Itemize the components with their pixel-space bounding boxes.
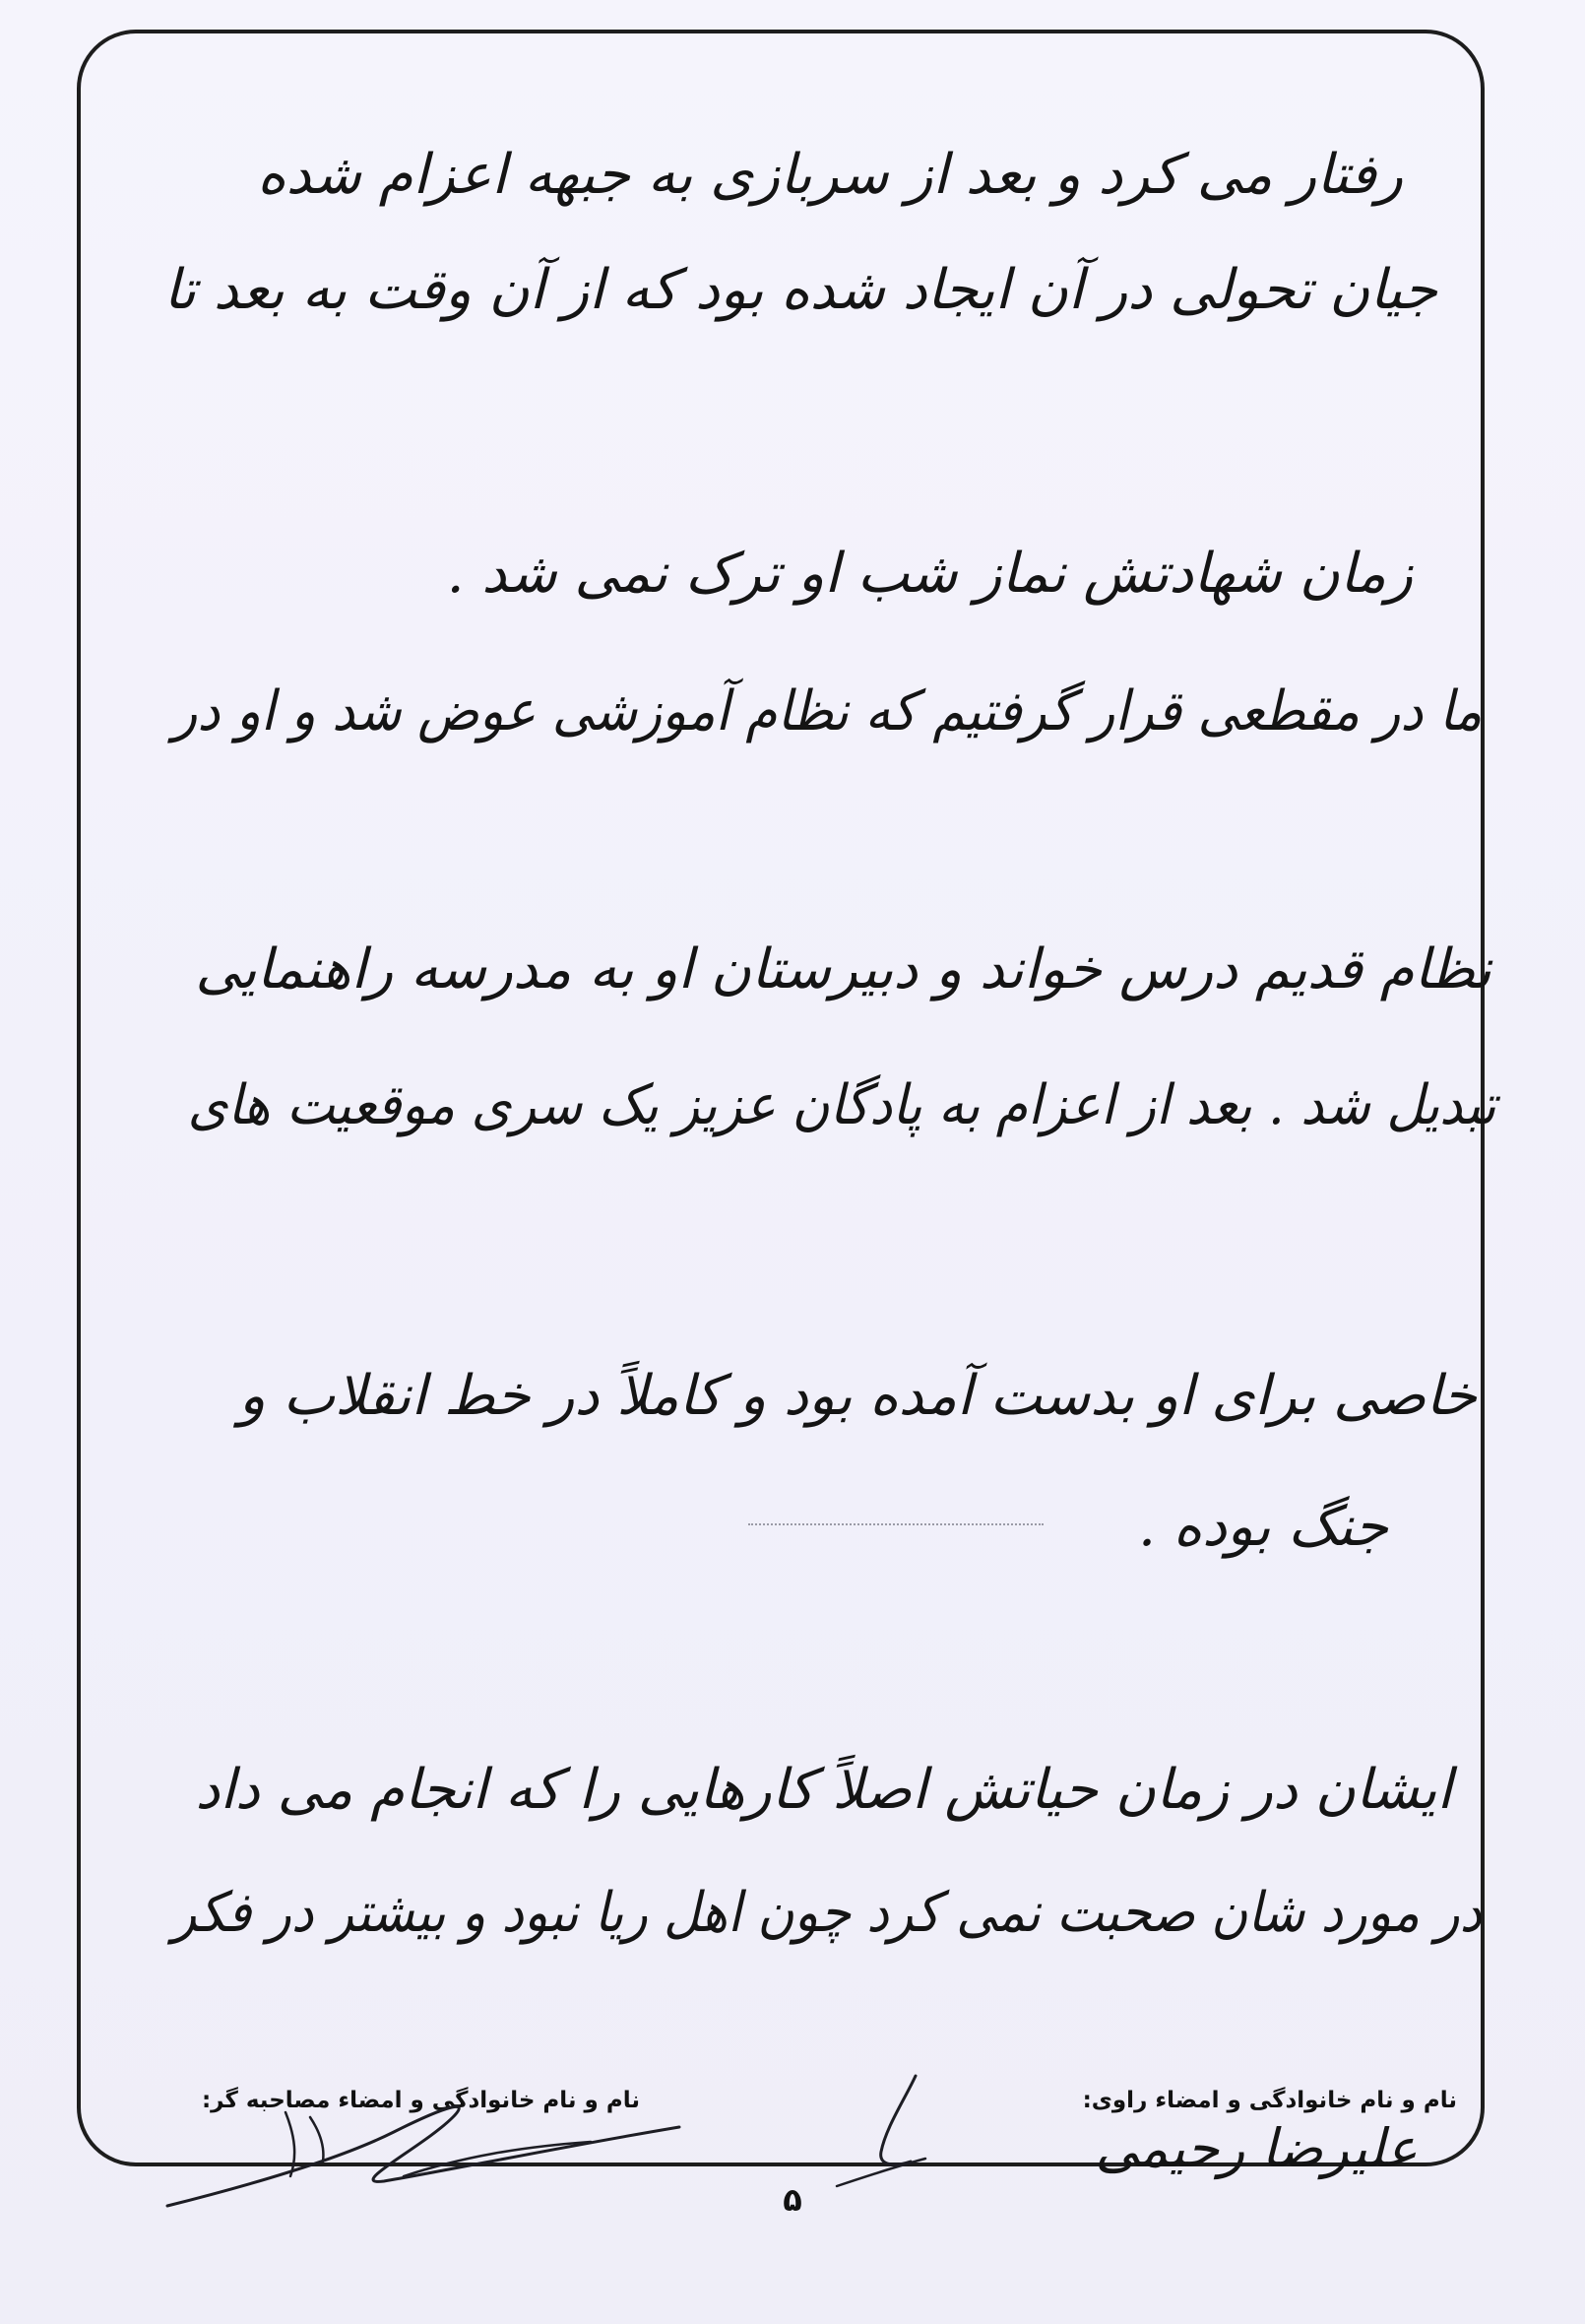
handwritten-line-6: تبدیل شد . بعد از اعزام به پادگان عزیز یک سری موقعیت های <box>188 1073 1496 1137</box>
handwritten-line-3: زمان شهادتش نماز شب او ترک نمی شد . <box>446 542 1413 606</box>
handwritten-line-1: رفتار می کرد و بعد از سربازی به جبهه اعزام شده <box>257 143 1403 207</box>
faint-dotted-rule <box>748 1523 1044 1525</box>
handwritten-line-7: خاصی برای او بدست آمده بود و کاملاً در خط انقلاب و <box>238 1364 1477 1428</box>
narrator-label: نام و نام خانوادگی و امضاء راوی: <box>1082 2088 1457 2113</box>
handwritten-line-8: جنگ بوده . <box>1138 1495 1388 1559</box>
handwritten-line-10: در مورد شان صحبت نمی کرد چون اهل ریا نبود و بیشتر در فکر <box>171 1881 1482 1945</box>
handwritten-line-9: ایشان در زمان حیاتش اصلاً کارهایی را که انجام می داد <box>195 1758 1452 1822</box>
handwritten-line-2: جیان تحولی در آن ایجاد شده بود که از آن وقت به بعد تا <box>163 258 1437 322</box>
narrator-name: علیرضا رحیمی <box>1095 2117 1418 2179</box>
handwritten-line-5: نظام قدیم درس خواند و دبیرستان او به مدرسه راهنمایی <box>195 937 1491 1001</box>
signature-icon <box>148 2088 738 2216</box>
page-number: ۵ <box>783 2181 802 2219</box>
handwritten-mark-icon <box>827 2068 965 2196</box>
interviewer-label: نام و نام خانوادگی و امضاء مصاحبه گر: <box>201 2088 640 2113</box>
handwritten-line-4: ما در مقطعی قرار گرفتیم که نظام آموزشی عوض شد و او در <box>172 679 1482 743</box>
